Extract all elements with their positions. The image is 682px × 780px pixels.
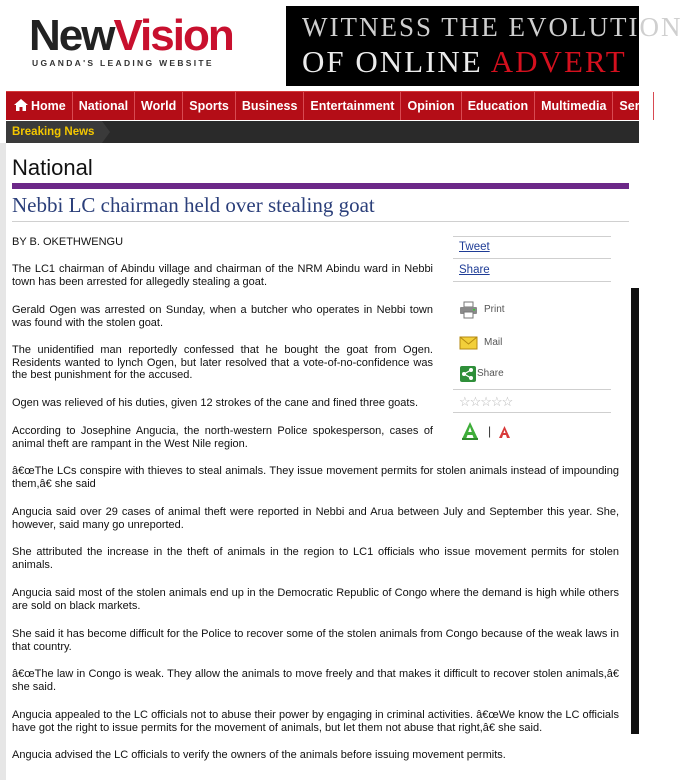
advert-line-1: WITNESS THE EVOLUTION	[302, 12, 682, 42]
advert-line-2	[302, 44, 627, 80]
article-headline: Nebbi LC chairman held over stealing goat	[12, 193, 375, 217]
breaking-news-label[interactable]: Breaking News	[6, 121, 102, 143]
panel-divider	[453, 281, 611, 282]
font-size-separator: |	[488, 424, 492, 438]
breaking-news-bar	[6, 121, 639, 143]
nav-item-national[interactable]: National	[73, 92, 135, 120]
site-header	[0, 0, 682, 90]
article-paragraph: The unidentified man reportedly confessed that he bought the goat from Ogen. Residents wanted to lynch Ogen, but later resolved that a vote-of-no-confidence was the best punishment for the accused.	[12, 344, 433, 381]
window-edge-strip	[631, 288, 639, 734]
newvision-logo[interactable]	[29, 11, 269, 68]
printer-icon	[459, 301, 478, 319]
article-paragraph: The LC1 chairman of Abindu village and chairman of the NRM Abindu ward in Nebbi town has been arrested for allegedly stealing a goat.	[12, 263, 433, 288]
share-label: Share	[477, 368, 504, 379]
panel-divider	[453, 389, 611, 390]
nav-item-business[interactable]: Business	[236, 92, 305, 120]
decrease-font-icon[interactable]	[498, 425, 511, 439]
panel-divider	[453, 412, 611, 413]
article-paragraph: Gerald Ogen was arrested on Sunday, when a butcher who operates in Nebbi town was found with the stolen goat.	[12, 304, 433, 329]
article-paragraph: Angucia said most of the stolen animals end up in the Democratic Republic of Congo where the demand is high while others are sold on black markets.	[12, 587, 619, 612]
share-icon	[459, 365, 478, 383]
article-paragraph: Angucia said over 29 cases of animal theft were reported in Nebbi and Arua between July and September this year. She, however, said many go unreported.	[12, 506, 619, 531]
nav-item-services[interactable]: Serv	[613, 92, 653, 120]
logo-new-text: New	[29, 11, 114, 60]
panel-divider	[453, 258, 611, 259]
article-paragraph: She attributed the increase in the theft of animals in the region to LC1 officials who issue movement permits for stolen animals.	[12, 546, 619, 571]
tweet-link[interactable]: Tweet	[459, 241, 490, 253]
nav-item-home[interactable]	[6, 92, 73, 120]
nav-item-opinion[interactable]: Opinion	[401, 92, 461, 120]
article-paragraph: According to Josephine Angucia, the north-western Police spokesperson, cases of animal theft are rampant in the West Nile region.	[12, 425, 433, 450]
mail-icon	[459, 334, 478, 352]
panel-divider	[453, 236, 611, 237]
advert-line-2-white: OF ONLINE	[302, 44, 491, 79]
headline-divider	[12, 221, 629, 222]
increase-font-icon[interactable]	[461, 421, 479, 440]
logo-wordmark	[29, 11, 233, 60]
nav-item-label: Home	[31, 99, 66, 113]
article-area	[0, 143, 639, 780]
article-paragraph: â€œThe law in Congo is weak. They allow the animals to move freely and that makes it difficult to recover stolen animals,â€ she said.	[12, 668, 619, 693]
nav-item-education[interactable]: Education	[462, 92, 535, 120]
article-paragraph: Angucia advised the LC officials to verify the owners of the animals before issuing movement permits.	[12, 749, 506, 761]
logo-vision-text: Vision	[113, 11, 233, 60]
article-paragraph: She said it has become difficult for the Police to recover some of the stolen animals from Congo because of the weak laws in that country.	[12, 628, 619, 653]
article-byline: BY B. OKETHWENGU	[12, 236, 124, 248]
section-divider	[12, 183, 629, 189]
section-title: National	[12, 155, 93, 180]
article-paragraph: â€œThe LCs conspire with thieves to steal animals. They issue movement permits for stolen animals instead of impounding them,â€ she said	[12, 465, 619, 490]
nav-item-sports[interactable]: Sports	[183, 92, 236, 120]
advert-banner[interactable]	[286, 6, 682, 86]
nav-item-entertainment[interactable]: Entertainment	[304, 92, 401, 120]
breaking-arrow-icon	[102, 121, 110, 143]
advert-line-2-red: ADVERT	[490, 44, 627, 79]
article-paragraph: Ogen was relieved of his duties, given 12 strokes of the cane and fined three goats.	[12, 397, 419, 409]
rating-stars[interactable]: ☆☆☆☆☆	[459, 394, 513, 409]
home-icon	[14, 99, 28, 111]
nav-item-multimedia[interactable]: Multimedia	[535, 92, 613, 120]
main-nav	[6, 91, 647, 120]
print-label: Print	[484, 304, 505, 315]
article-paragraph: Angucia appealed to the LC officials not to abuse their power by engaging in criminal activities. â€œWe know the LC officials have got the right to issue permits for the movement of animals, but let them not abuse that right,â€ she said.	[12, 709, 619, 734]
share-link[interactable]: Share	[459, 264, 490, 276]
nav-item-world[interactable]: World	[135, 92, 183, 120]
mail-label: Mail	[484, 337, 503, 348]
logo-tagline: UGANDA'S LEADING WEBSITE	[32, 58, 214, 68]
